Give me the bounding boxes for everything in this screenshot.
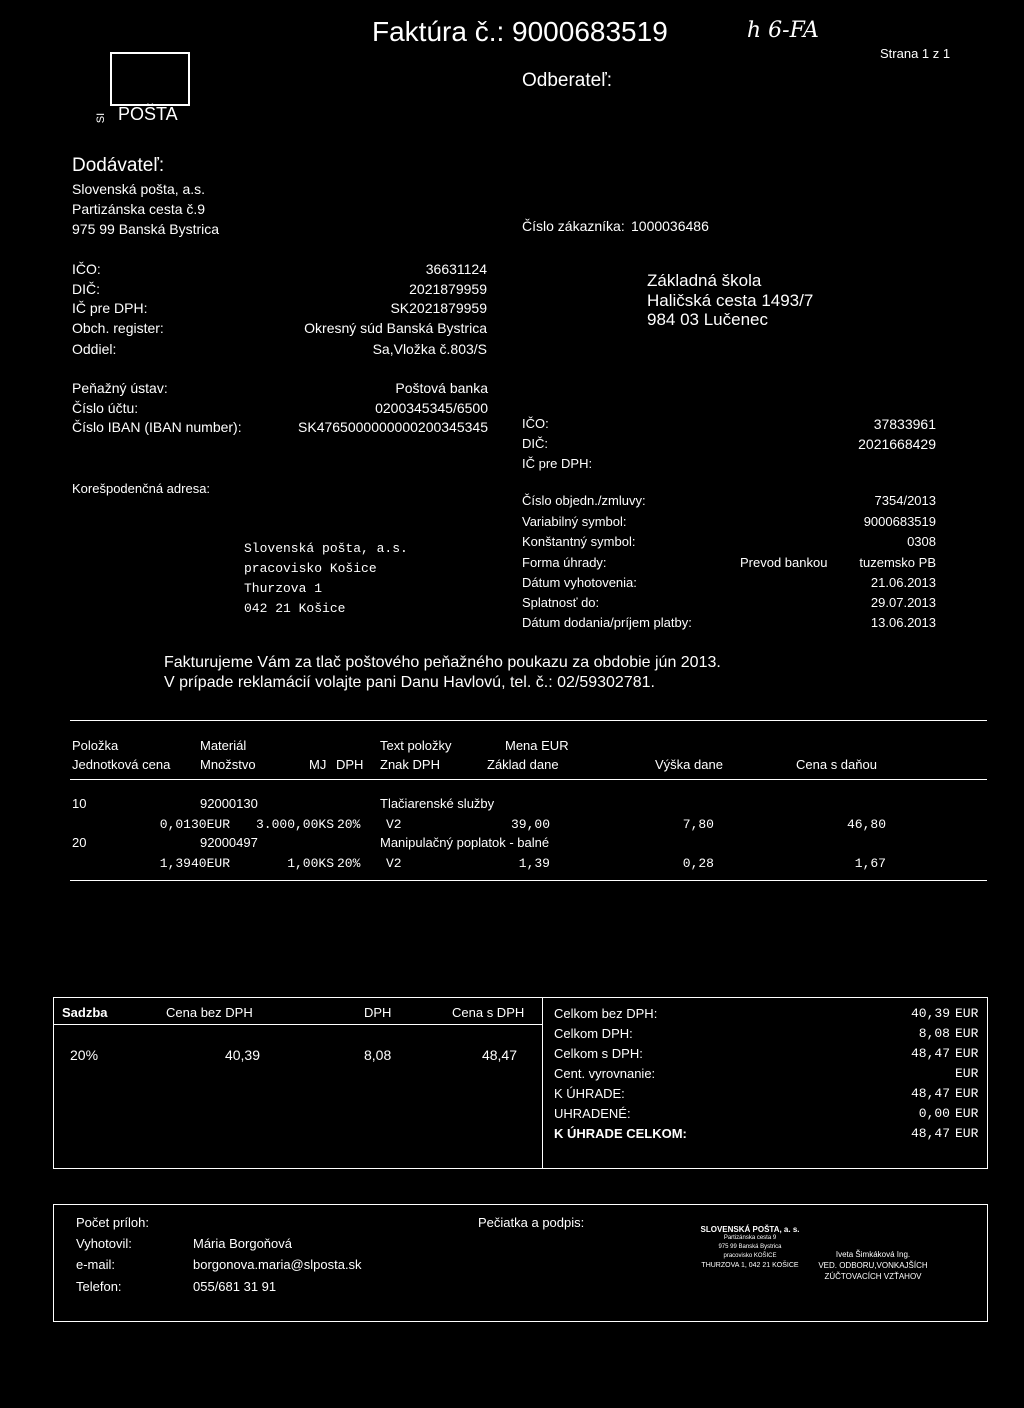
item-text: Tlačiarenské služby [380, 796, 495, 811]
item-unit-price: 0,0130EUR [159, 817, 230, 832]
total-label: Cent. vyrovnanie: [554, 1066, 656, 1081]
customer-street: Haličská cesta 1493/7 [647, 291, 814, 310]
total-value: 8,08 [918, 1026, 950, 1041]
email: borgonova.maria@slposta.sk [193, 1257, 362, 1272]
order-label: Forma úhrady: [522, 555, 607, 570]
vat-cell: 48,47 [481, 1047, 517, 1063]
bank-label: Peňažný ústav: [72, 380, 168, 396]
correspondence-line: Thurzova 1 [244, 581, 323, 596]
order-label: Číslo objedn./zmluvy: [522, 493, 646, 508]
total-label: K ÚHRADE CELKOM: [554, 1126, 687, 1141]
customer-id-label: IČ pre DPH: [522, 456, 593, 471]
supplier-heading: Dodávateľ: [72, 155, 165, 176]
logo-sub: SI [95, 112, 108, 124]
item-total: 1,67 [854, 856, 886, 871]
total-label: Celkom s DPH: [554, 1046, 643, 1061]
bank-value: 0200345345/6500 [375, 400, 488, 416]
total-value: 48,47 [910, 1086, 950, 1101]
total-currency: EUR [955, 1026, 979, 1041]
signer-line: VED. ODBORU,VONKAJŠÍCH [818, 1261, 928, 1270]
vat-header: Sadzba [62, 1005, 108, 1020]
id-value: 36631124 [425, 261, 487, 277]
col-header: Text položky [380, 738, 452, 753]
item-qty: 3.000,00KS [255, 817, 334, 832]
item-base: 1,39 [518, 856, 550, 871]
bank-value: Poštová banka [395, 380, 488, 396]
items-bottom-rule [70, 880, 987, 881]
bank-value: SK4765000000000200345345 [298, 419, 488, 435]
total-currency: EUR [955, 1086, 979, 1101]
customer-id-value: 2021668429 [858, 436, 936, 452]
correspondence-label: Korešpodenčná adresa: [72, 481, 211, 496]
total-currency: EUR [955, 1066, 979, 1081]
id-label: IČ pre DPH: [72, 300, 148, 316]
summary-divider [542, 998, 543, 1168]
vat-header-rule [54, 1024, 542, 1025]
total-currency: EUR [955, 1126, 979, 1141]
odberatel-label: Odberateľ: [522, 70, 613, 91]
col-header: Množstvo [200, 757, 256, 772]
issued-by: Mária Borgoňová [193, 1236, 292, 1251]
total-label: Celkom bez DPH: [554, 1006, 658, 1021]
id-label: IČO: [72, 261, 101, 277]
order-label: Konštantný symbol: [522, 534, 636, 549]
vat-cell: 8,08 [364, 1047, 392, 1063]
col-header: DPH [336, 757, 364, 772]
id-label: DIČ: [72, 281, 100, 297]
order-value: 13.06.2013 [870, 615, 936, 630]
vat-header: DPH [364, 1005, 392, 1020]
page-info: Strana 1 z 1 [880, 46, 951, 61]
vat-cell: 40,39 [224, 1047, 260, 1063]
company-stamp [690, 1225, 810, 1270]
customer-number-label: Číslo zákazníka: [522, 218, 625, 234]
stamp-label: Pečiatka a podpis: [478, 1215, 585, 1230]
item-tax: 7,80 [682, 817, 714, 832]
item-vat-code: V2 [386, 817, 402, 832]
message-line: Fakturujeme Vám za tlač poštového peňažného poukazu za obdobie jún 2013. [164, 654, 721, 671]
col-header: Výška dane [655, 757, 723, 772]
id-value: Okresný súd Banská Bystrica [304, 320, 487, 336]
total-value: 48,47 [910, 1046, 950, 1061]
vat-header: Cena bez DPH [166, 1005, 253, 1020]
customer-id-label: IČO: [522, 416, 549, 431]
customer-id-value: 37833961 [873, 416, 936, 432]
id-label: Obch. register: [72, 320, 164, 336]
id-value: SK2021879959 [390, 300, 487, 316]
item-vat-code: V2 [386, 856, 402, 871]
col-header: Jednotková cena [72, 757, 171, 772]
order-label: Splatnosť do: [522, 595, 600, 610]
correspondence-line: Slovenská pošta, a.s. [244, 541, 408, 556]
order-value: 9000683519 [863, 514, 936, 529]
bank-label: Číslo účtu: [72, 400, 139, 416]
item-base: 39,00 [510, 817, 550, 832]
phone-label: Telefon: [76, 1279, 122, 1294]
customer-id-label: DIČ: [522, 436, 548, 451]
supplier-city: 975 99 Banská Bystrica [72, 221, 220, 237]
stamp-line: 975 99 Banská Bystrica [718, 1244, 782, 1250]
handwritten-note: ℎ 6-FA [747, 18, 819, 43]
supplier-street: Partizánska cesta č.9 [72, 201, 206, 217]
item-text: Manipulačný poplatok - balné [380, 835, 550, 850]
customer-city: 984 03 Lučenec [647, 310, 768, 329]
order-value: 0308 [907, 534, 936, 549]
order-mid: Prevod bankou [740, 555, 828, 570]
item-tax: 0,28 [682, 856, 714, 871]
bank-label: Číslo IBAN (IBAN number): [72, 419, 242, 435]
item-vat: 20% [337, 817, 361, 832]
customer-number: 1000036486 [631, 218, 709, 234]
order-label: Dátum dodania/príjem platby: [522, 615, 692, 630]
id-label: Oddiel: [72, 341, 117, 357]
stamp-line: THURZOVA 1, 042 21 KOŠICE [701, 1262, 799, 1269]
col-header: Položka [72, 738, 119, 753]
total-currency: EUR [955, 1046, 979, 1061]
stamp-line: pracovisko KOŠICE [723, 1253, 777, 1259]
total-label: K ÚHRADE: [554, 1086, 625, 1101]
items-header-rule [70, 779, 987, 780]
stamp-line: SLOVENSKÁ POŠTA, a. s. [700, 1225, 800, 1234]
item-material: 92000130 [200, 796, 258, 811]
issued-by-label: Vyhotovil: [76, 1236, 132, 1251]
id-value: 2021879959 [409, 281, 487, 297]
total-value: 48,47 [910, 1126, 950, 1141]
total-label: Celkom DPH: [554, 1026, 633, 1041]
vat-cell: 20% [70, 1047, 99, 1063]
col-header: Materiál [200, 738, 247, 753]
stamp-line: Partizánska cesta 9 [723, 1235, 777, 1241]
col-header: Cena s daňou [796, 757, 877, 772]
summary-box [53, 997, 988, 1169]
order-value: tuzemsko PB [859, 555, 936, 570]
total-currency: EUR [955, 1006, 979, 1021]
logo-text: POŠTA [118, 104, 178, 124]
supplier-name: Slovenská pošta, a.s. [72, 181, 206, 197]
total-currency: EUR [955, 1106, 979, 1121]
order-label: Dátum vyhotovenia: [522, 575, 637, 590]
order-value: 7354/2013 [874, 493, 936, 508]
attachments-label: Počet príloh: [76, 1215, 149, 1230]
total-value: 40,39 [910, 1006, 950, 1021]
item-material: 92000497 [200, 835, 258, 850]
total-value: 0,00 [918, 1106, 950, 1121]
col-header: Znak DPH [380, 757, 440, 772]
id-value: Sa,Vložka č.803/S [372, 341, 487, 357]
order-label: Variabilný symbol: [522, 514, 627, 529]
item-pos: 20 [72, 835, 87, 850]
correspondence-line: 042 21 Košice [244, 601, 346, 616]
signer-block [818, 1249, 928, 1282]
item-pos: 10 [72, 796, 87, 811]
phone: 055/681 31 91 [193, 1279, 277, 1294]
vat-header: Cena s DPH [452, 1005, 525, 1020]
signer-line: ZÚČTOVACÍCH VZŤAHOV [824, 1272, 922, 1281]
items-top-rule [70, 720, 987, 721]
message-line: V prípade reklamácií volajte pani Danu Havlovú, tel. č.: 02/59302781. [164, 674, 655, 691]
col-header: MJ [309, 757, 327, 772]
email-label: e-mail: [76, 1257, 116, 1272]
item-total: 46,80 [846, 817, 886, 832]
order-value: 29.07.2013 [870, 595, 936, 610]
total-label: UHRADENÉ: [554, 1106, 631, 1121]
col-header: Mena EUR [505, 738, 569, 753]
col-header: Základ dane [487, 757, 559, 772]
signer-line: Iveta Šimkáková Ing. [835, 1250, 911, 1259]
item-qty: 1,00KS [287, 856, 334, 871]
item-unit-price: 1,3940EUR [159, 856, 230, 871]
customer-name: Základná škola [647, 271, 762, 290]
correspondence-line: pracovisko Košice [244, 561, 377, 576]
logo-box [110, 52, 190, 106]
order-value: 21.06.2013 [870, 575, 936, 590]
item-vat: 20% [337, 856, 361, 871]
invoice-title: Faktúra č.: 9000683519 [372, 16, 668, 47]
